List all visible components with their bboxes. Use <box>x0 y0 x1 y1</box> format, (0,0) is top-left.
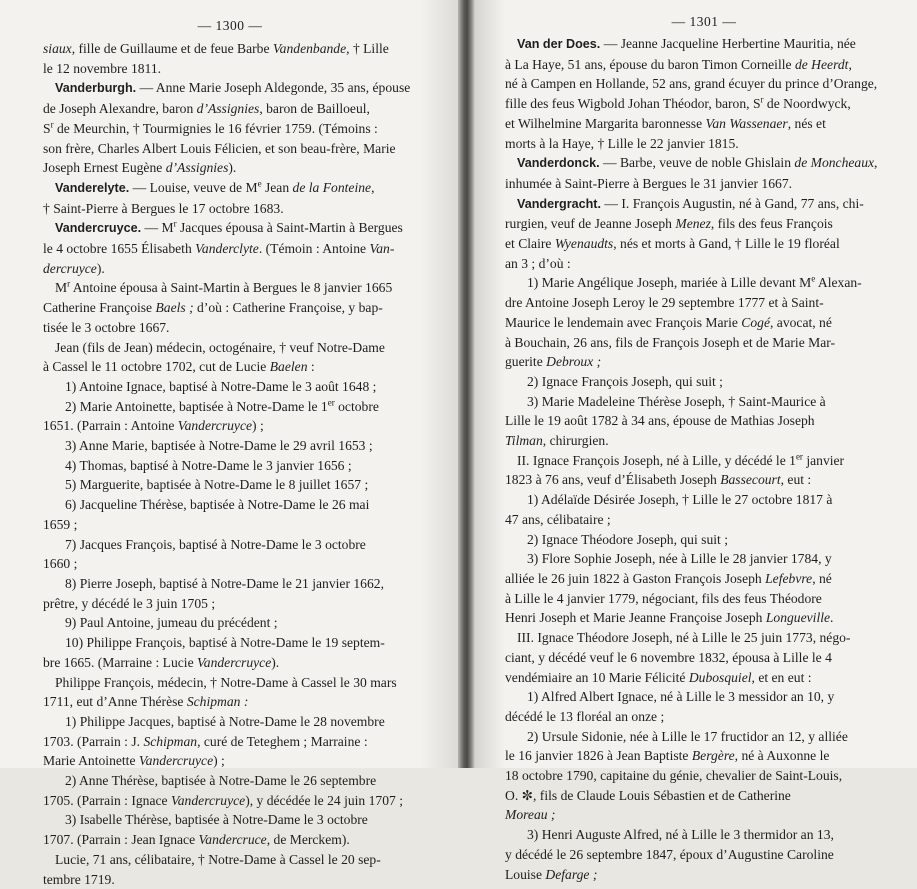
text-line: tisée le 3 octobre 1667. <box>43 319 170 335</box>
text-line: 1823 à 76 ans, veuf d’Élisabeth Joseph Bassecourt, eut : <box>505 472 812 488</box>
text-line: 2) Ignace Théodore Joseph, qui suit ; <box>527 531 728 547</box>
text-line: 3) Anne Marie, baptisée à Notre-Dame le 29 avril 1653 ; <box>65 438 373 454</box>
book-gutter <box>458 0 475 768</box>
text-line: bre 1665. (Marraine : Lucie Vandercruyce). <box>43 654 280 670</box>
text-line: 1) Antoine Ignace, baptisé à Notre-Dame le 3 août 1648 ; <box>65 378 377 394</box>
text-line: 8) Pierre Joseph, baptisé à Notre-Dame le 21 janvier 1662, <box>65 575 384 591</box>
text-line: à Bouchain, 26 ans, fils de François Joseph et de Marie Mar- <box>505 334 836 350</box>
text-line: 1) Adélaïde Désirée Joseph, † Lille le 27 octobre 1817 à <box>527 492 833 508</box>
text-line: 1651. (Parrain : Antoine Vandercruyce) ; <box>43 418 264 434</box>
text-line: 3) Isabelle Thérèse, baptisée à Notre-Dame le 3 octobre <box>65 812 368 828</box>
text-line: ciant, y décédé veuf le 6 novembre 1832, épousa à Lille le 4 <box>505 649 832 665</box>
text-line: Joseph Ernest Eugène d’Assignies). <box>43 160 237 176</box>
text-line: Jean (fils de Jean) médecin, octogénaire, † veuf Notre-Dame <box>55 339 385 355</box>
text-line: Vanderburgh. — Anne Marie Joseph Aldegonde, 35 ans, épouse <box>55 80 411 96</box>
text-line: Vandergracht. — I. François Augustin, né à Gand, 77 ans, chi- <box>517 195 864 211</box>
text-line: guerite Debroux ; <box>505 354 602 370</box>
right-page <box>471 0 917 882</box>
text-line: son frère, Charles Albert Louis Félicien, et son beau-frère, Marie <box>43 140 396 156</box>
text-line: Philippe François, médecin, † Notre-Dame à Cassel le 30 mars <box>55 674 397 690</box>
page-number-left: — 1300 — <box>197 18 263 33</box>
text-line: 4) Thomas, baptisé à Notre-Dame le 3 janvier 1656 ; <box>65 457 352 473</box>
text-line: 1) Marie Angélique Joseph, mariée à Lille devant Me Alexan- <box>527 273 862 291</box>
text-line: de Joseph Alexandre, baron d’Assignies, baron de Bailloeul, <box>43 101 370 117</box>
text-line: 1705. (Parrain : Ignace Vandercruyce), y décédée le 24 juin 1707 ; <box>43 792 403 808</box>
text-line: à La Haye, 51 ans, épouse du baron Timon Corneille de Heerdt, <box>505 56 852 72</box>
text-line: Moreau ; <box>505 807 556 823</box>
text-line: y décédé le 26 septembre 1847, époux d’Augustine Caroline <box>505 846 834 862</box>
text-line: siaux, fille de Guillaume et de feue Barbe Vandenbande, † Lille <box>43 41 389 56</box>
text-line: Louise Defarge ; <box>505 866 598 882</box>
text-line: † Saint-Pierre à Bergues le 17 octobre 1683. <box>43 200 284 216</box>
text-line: 18 octobre 1790, capitaine du génie, chevalier de Saint-Louis, <box>505 768 843 784</box>
text-line: morts à la Haye, † Lille le 22 janvier 1815. <box>505 135 739 151</box>
text-line: 10) Philippe François, baptisé à Notre-Dame le 19 septem- <box>65 635 385 651</box>
text-line: vendémiaire an 10 Marie Félicité Dubosquiel, et en eut : <box>505 669 812 685</box>
text-line: Lille le 19 août 1782 à 34 ans, épouse de Mathias Joseph <box>505 413 815 429</box>
gutter-shadow-left <box>420 0 460 768</box>
text-line: Vanderdonck. — Barbe, veuve de noble Ghislain de Moncheaux, <box>517 155 878 171</box>
text-line: alliée le 26 juin 1822 à Gaston François Joseph Lefebvre, né <box>505 570 832 586</box>
text-line: le 12 novembre 1811. <box>43 60 162 76</box>
text-line: 1707. (Parrain : Jean Ignace Vandercruce, de Merckem). <box>43 832 350 848</box>
text-line: 2) Ursule Sidonie, née à Lille le 17 fructidor an 12, y alliée <box>527 728 848 744</box>
text-line: décédé le 13 floréal an onze ; <box>505 708 665 724</box>
text-line: Marie Antoinette Vandercruyce) ; <box>43 753 225 769</box>
text-line: 1711, eut d’Anne Thérèse Schipman : <box>43 694 249 710</box>
left-page-text <box>43 39 452 889</box>
text-line: 1) Alfred Albert Ignace, né à Lille le 3 messidor an 10, y <box>527 689 835 705</box>
text-line: le 16 janvier 1826 à Jean Baptiste Bergère, né à Auxonne le <box>505 748 830 764</box>
text-line: prêtre, y décédé le 3 juin 1705 ; <box>43 595 216 611</box>
text-line: Henri Joseph et Marie Jeanne Françoise Joseph Longueville. <box>505 610 834 626</box>
text-line: an 3 ; d’où : <box>505 255 571 271</box>
text-line: Lucie, 71 ans, célibataire, † Notre-Dame à Cassel le 20 sep- <box>55 851 381 867</box>
text-line: 3) Marie Madeleine Thérèse Joseph, † Saint-Maurice à <box>527 393 826 409</box>
text-line: III. Ignace Théodore Joseph, né à Lille le 25 juin 1773, négo- <box>517 630 851 646</box>
text-line: 7) Jacques François, baptisé à Notre-Dame le 3 octobre <box>65 536 366 552</box>
page-number-right: — 1301 — <box>671 14 737 29</box>
text-line: à Cassel le 11 octobre 1702, cut de Lucie Baelen : <box>43 359 315 375</box>
text-line: et Wilhelmine Margarita baronnesse Van Wassenaer, nés et <box>505 115 826 131</box>
text-line: O. ✼, fils de Claude Louis Sébastien et de Catherine <box>505 787 791 803</box>
text-line: 3) Henri Auguste Alfred, né à Lille le 3 thermidor an 13, <box>527 827 834 843</box>
text-line: 1660 ; <box>43 556 78 572</box>
text-line: Van der Does. — Jeanne Jacqueline Herbertine Mauritia, née <box>517 36 856 51</box>
text-line: 2) Ignace François Joseph, qui suit ; <box>527 373 723 389</box>
text-line: 6) Jacqueline Thérèse, baptisée à Notre-Dame le 26 mai <box>65 497 370 513</box>
text-line: $M^r$ Antoine épousa à Saint-Martin à Bergues le 8 janvier 1665 <box>55 278 393 296</box>
text-line: tembre 1719. <box>43 871 115 887</box>
text-line: Vanderelyte. — Louise, veuve de Me Jean de la Fonteine, <box>55 178 375 195</box>
gutter-shadow-right <box>475 0 505 768</box>
text-line: 2) Marie Antoinette, baptisée à Notre-Dame le 1er octobre <box>65 397 379 414</box>
text-line: 1659 ; <box>43 516 78 532</box>
text-line: Vandercruyce. — $M^r$ Jacques épousa à Saint-Martin à Bergues <box>55 218 403 236</box>
text-line: dre Antoine Joseph Leroy le 29 septembre 1777 et à Saint- <box>505 295 824 311</box>
text-line: Maurice le lendemain avec François Marie Cogé, avocat, né <box>505 314 832 330</box>
text-line: et Claire Wyenaudts, nés et morts à Gand, † Lille le 19 floréal <box>505 236 840 252</box>
text-line: dercruyce). <box>43 260 105 276</box>
text-line: inhumée à Saint-Pierre à Bergues le 31 janvier 1667. <box>505 175 793 191</box>
text-line: à Lille le 4 janvier 1779, négociant, fils des feus Théodore <box>505 590 822 606</box>
text-line: $S^r$ de Meurchin, † Tourmignies le 16 février 1759. (Témoins : <box>43 119 378 136</box>
text-line: 3) Flore Sophie Joseph, née à Lille le 28 janvier 1784, y <box>527 551 832 567</box>
text-line: 5) Marguerite, baptisée à Notre-Dame le 8 juillet 1657 ; <box>65 477 369 493</box>
text-line: le 4 octobre 1655 Élisabeth Vanderclyte. (Témoin : Antoine Van- <box>43 241 395 257</box>
right-page-text <box>505 34 903 884</box>
text-line: né à Campen en Hollande, 52 ans, grand écuyer du prince d’Orange, <box>505 76 878 92</box>
text-line: Catherine Françoise Baels ; d’où : Catherine Françoise, y bap- <box>43 300 383 316</box>
text-line: fille des feus Wigbold Johan Théodor, baron, $S^r$ de Noordwyck, <box>505 94 851 112</box>
text-line: 1703. (Parrain : J. Schipman, curé de Teteghem ; Marraine : <box>43 733 368 749</box>
text-line: Tilman, chirurgien. <box>505 433 609 449</box>
text-line: II. Ignace François Joseph, né à Lille, y décédé le 1er janvier <box>517 451 845 468</box>
text-line: 47 ans, célibataire ; <box>505 511 611 527</box>
text-line: 1) Philippe Jacques, baptisé à Notre-Dame le 28 novembre <box>65 713 385 729</box>
text-line: 2) Anne Thérèse, baptisée à Notre-Dame le 26 septembre <box>65 773 377 789</box>
text-line: 9) Paul Antoine, jumeau du précédent ; <box>65 615 278 631</box>
text-line: rurgien, veuf de Jeanne Joseph Menez, fils des feus François <box>505 216 833 232</box>
